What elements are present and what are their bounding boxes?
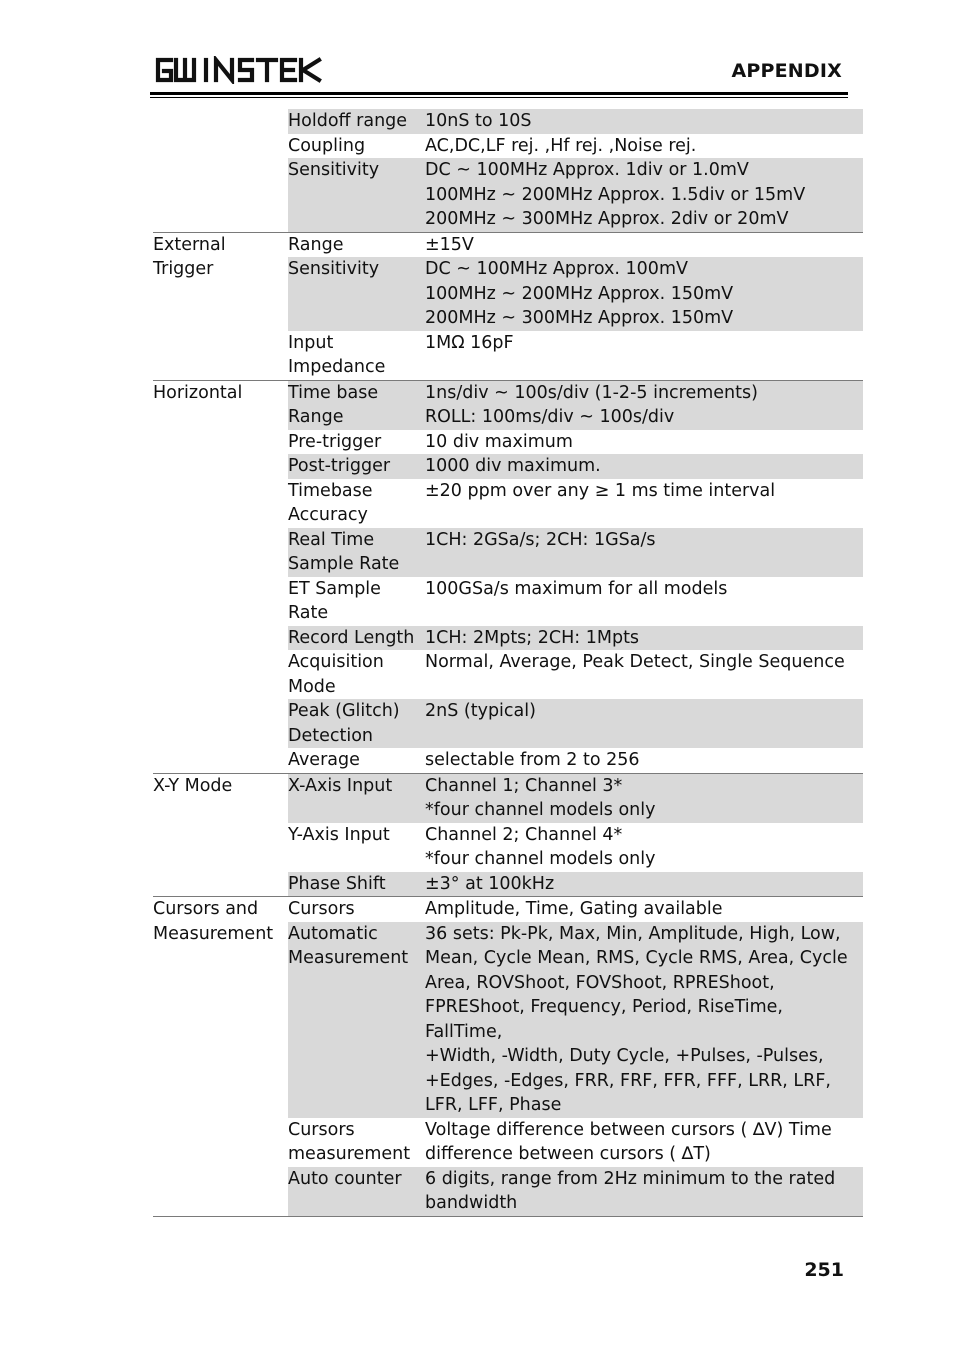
group-name: Cursors and Measurement: [153, 899, 274, 944]
spec-row: [288, 528, 863, 577]
group-rows: [288, 897, 863, 1216]
spec-row: [288, 823, 863, 872]
group-name: [153, 109, 288, 232]
spec-row: [288, 430, 863, 455]
spec-row: [288, 922, 863, 1118]
spec-row: [288, 577, 863, 626]
spec-value: 1MΩ 16pF: [425, 332, 514, 353]
spec-label: Holdoff range: [288, 111, 408, 131]
spec-row: [288, 454, 863, 479]
spec-row: [288, 774, 863, 823]
spec-row: [288, 748, 863, 773]
spec-row: [288, 109, 863, 134]
group-rows: [288, 774, 863, 897]
spec-group: [153, 233, 863, 381]
spec-value: 1CH: 2GSa/s; 2CH: 1GSa/s: [425, 529, 656, 550]
group-rows: [288, 381, 863, 773]
spec-label: Sensitivity: [288, 160, 380, 180]
spec-value: ±15V: [425, 234, 474, 255]
section-heading: APPENDIX: [731, 60, 842, 82]
spec-value: ±3° at 100kHz: [425, 873, 555, 894]
spec-row: [288, 699, 863, 748]
spec-label: Acquisition Mode: [288, 652, 384, 697]
spec-group: [153, 774, 863, 898]
spec-value: Channel 2; Channel 4* *four channel models only: [425, 824, 656, 869]
spec-label: Cursors measurement: [288, 1119, 411, 1164]
spec-row: [288, 1167, 863, 1216]
header-rule: [150, 92, 848, 95]
spec-label: Y-Axis Input: [288, 824, 390, 845]
spec-label: Sensitivity: [288, 259, 380, 279]
spec-value: 10 div maximum: [425, 431, 573, 452]
spec-value: 1000 div maximum.: [425, 456, 601, 476]
group-rows: [288, 109, 863, 232]
spec-value: ±20 ppm over any ≥ 1 ms time interval: [425, 480, 776, 501]
spec-row: [288, 897, 863, 922]
spec-value: 10nS to 10S: [425, 111, 532, 131]
spec-value: 6 digits, range from 2Hz minimum to the rated bandwidth: [425, 1168, 836, 1213]
spec-value: DC ~ 100MHz Approx. 1div or 1.0mV 100MHz ~ 200MHz Approx. 1.5div or 15mV 200MHz ~ 300MHz Approx. 2div or 20mV: [425, 160, 806, 229]
spec-row: [288, 650, 863, 699]
spec-group: [153, 897, 863, 1217]
spec-value: 2nS (typical): [425, 701, 536, 721]
group-rows: [288, 233, 863, 380]
spec-row: [288, 233, 863, 258]
spec-value: 1CH: 2Mpts; 2CH: 1Mpts: [425, 627, 640, 648]
spec-row: [288, 872, 863, 897]
spec-label: Phase Shift: [288, 873, 386, 894]
spec-row: [288, 331, 863, 380]
spec-table: [153, 109, 863, 1217]
spec-row: [288, 479, 863, 528]
spec-label: Cursors: [288, 899, 355, 919]
spec-label: Pre-trigger: [288, 431, 382, 452]
spec-group: [153, 109, 863, 233]
spec-group: [153, 381, 863, 774]
spec-row: [288, 257, 863, 331]
header-rule-thin: [150, 97, 848, 98]
spec-label: Input Impedance: [288, 332, 386, 377]
spec-row: [288, 134, 863, 159]
spec-label: Coupling: [288, 135, 366, 156]
spec-label: Post-trigger: [288, 456, 391, 476]
gw-instek-logo: [154, 56, 322, 84]
spec-label: Peak (Glitch) Detection: [288, 701, 400, 746]
spec-label: ET Sample Rate: [288, 578, 381, 623]
spec-label: X-Axis Input: [288, 775, 393, 796]
spec-value: Channel 1; Channel 3* *four channel models only: [425, 775, 656, 820]
spec-row: [288, 1118, 863, 1167]
spec-value: 100GSa/s maximum for all models: [425, 578, 728, 599]
spec-label: Average: [288, 750, 360, 770]
spec-label: Record Length: [288, 627, 415, 648]
spec-value: Voltage difference between cursors ( ∆V) Time difference between cursors ( ∆T): [425, 1119, 832, 1164]
spec-label: Auto counter: [288, 1168, 402, 1189]
spec-label: Time base Range: [288, 382, 379, 427]
spec-row: [288, 626, 863, 651]
page-number: 251: [804, 1259, 844, 1281]
spec-value: 1ns/div ~ 100s/div (1-2-5 increments) ROLL: 100ms/div ~ 100s/div: [425, 382, 758, 427]
spec-value: selectable from 2 to 256: [425, 750, 640, 770]
spec-label: Range: [288, 234, 344, 255]
spec-label: Automatic Measurement: [288, 923, 409, 968]
group-name: X-Y Mode: [153, 775, 233, 796]
group-name: External Trigger: [153, 234, 226, 279]
group-name: Horizontal: [153, 382, 243, 403]
spec-value: Amplitude, Time, Gating available: [425, 899, 723, 919]
spec-value: 36 sets: Pk-Pk, Max, Min, Amplitude, High, Low, Mean, Cycle Mean, RMS, Cycle RMS, Area, Cycle Area, ROVShoot, FOVShoot, RPREShoot, FPREShoot, Frequency, Period, RiseTime, FallTime, +Width, -Width, Duty Cycle, +Pulses, -Pulses, +Edges, -Edges, FRR, FRF, FFR, FFF, LRR, LRF, LFR, LFF, Phase: [425, 923, 848, 1115]
spec-value: DC ~ 100MHz Approx. 100mV 100MHz ~ 200MHz Approx. 150mV 200MHz ~ 300MHz Approx. 150mV: [425, 259, 734, 328]
spec-value: Normal, Average, Peak Detect, Single Sequence: [425, 652, 845, 672]
spec-row: [288, 158, 863, 232]
spec-row: [288, 381, 863, 430]
spec-label: Timebase Accuracy: [288, 480, 373, 525]
spec-value: AC,DC,LF rej. ,Hf rej. ,Noise rej.: [425, 135, 697, 156]
spec-label: Real Time Sample Rate: [288, 529, 400, 574]
